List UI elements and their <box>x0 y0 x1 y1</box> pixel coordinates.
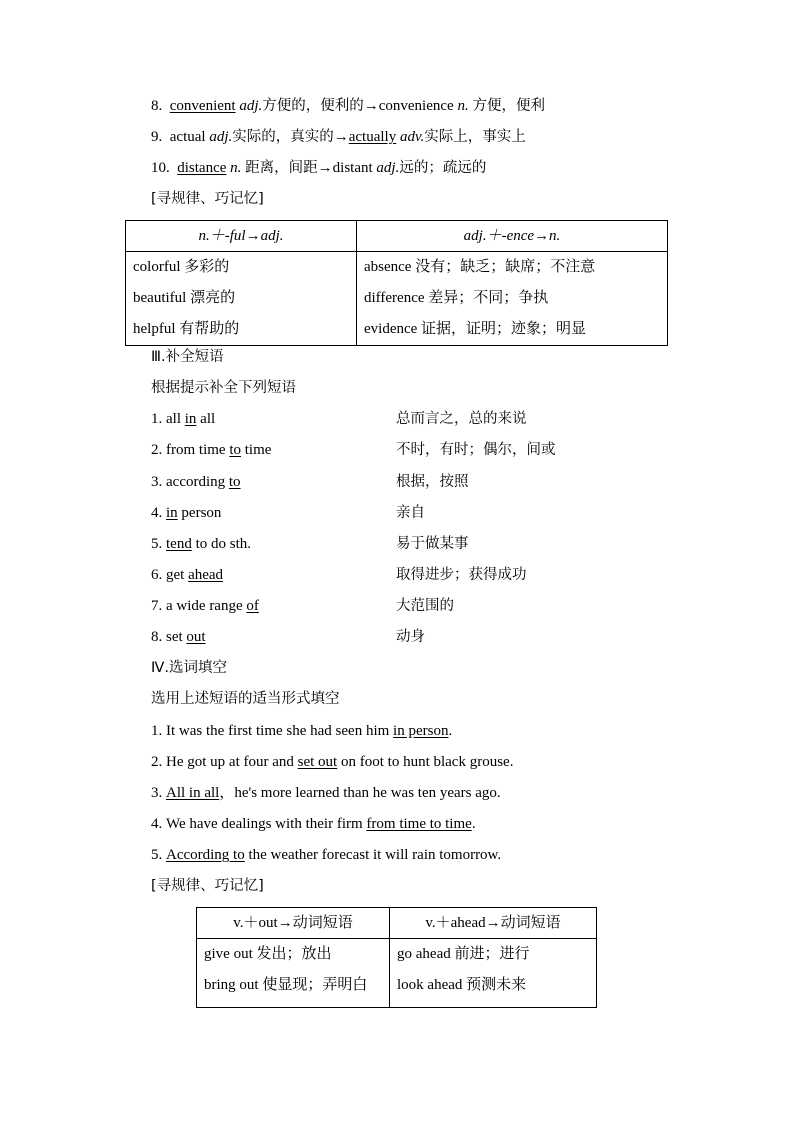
phrase-item: 3. according to 根据，按照 <box>151 474 469 490</box>
table-header: adj.＋-ence→n. <box>357 221 668 252</box>
vocab-item: 10. distance n. 距离，间距→distant adj.远的；疏远的 <box>151 160 487 176</box>
table-cell: absence 没有；缺乏；缺席；不注意 difference 差异；不同；争执 evidence 证据，证明；迹象；明显 <box>357 252 668 346</box>
table-cell: colorful 多彩的 beautiful 漂亮的 helpful 有帮助的 <box>126 252 357 346</box>
sentence-item: 4. We have dealings with their firm from time to time. <box>151 816 476 832</box>
rule-heading: [寻规律、巧记忆] <box>151 878 264 894</box>
phrase-item: 6. get ahead 取得进步；获得成功 <box>151 567 527 583</box>
vocab-word: distance <box>177 160 227 176</box>
rule-heading: [寻规律、巧记忆] <box>151 191 264 207</box>
section-instructions: 根据提示补全下列短语 <box>151 380 296 396</box>
table-header: n.＋-ful→adj. <box>126 221 357 252</box>
suffix-table <box>125 220 668 346</box>
phrase-item: 4. in person 亲自 <box>151 505 425 521</box>
table-header: v.＋out→动词短语 <box>197 908 390 939</box>
table-cell: give out 发出；放出 bring out 使显现；弄明白 <box>197 939 390 1008</box>
vocab-item: 8. convenient adj.方便的，便利的→convenience n. 方便，便利 <box>151 98 545 114</box>
table-header: v.＋ahead→动词短语 <box>390 908 597 939</box>
vocab-word: actual <box>169 129 206 145</box>
phrase-item: 8. set out 动身 <box>151 629 425 645</box>
section-instructions: 选用上述短语的适当形式填空 <box>151 691 340 707</box>
vocab-word: convenient <box>169 98 236 114</box>
phrase-item: 7. a wide range of 大范围的 <box>151 598 454 614</box>
table-cell: go ahead 前进；进行 look ahead 预测未来 <box>390 939 597 1008</box>
sentence-item: 2. He got up at four and set out on foot to hunt black grouse. <box>151 754 514 770</box>
phrase-item: 5. tend to do sth. 易于做某事 <box>151 536 469 552</box>
phrasal-verb-table <box>196 907 597 1008</box>
sentence-item: 3. All in all，he's more learned than he was ten years ago. <box>151 785 501 801</box>
vocab-item: 9. actual adj.实际的，真实的→actually adv.实际上，事实上 <box>151 129 526 145</box>
phrase-item: 2. from time to time 不时，有时；偶尔，间或 <box>151 442 556 458</box>
section-title: Ⅲ.补全短语 <box>151 349 224 365</box>
section-title: Ⅳ.选词填空 <box>151 660 227 676</box>
phrase-item: 1. all in all 总而言之，总的来说 <box>151 411 527 427</box>
sentence-item: 5. According to the weather forecast it will rain tomorrow. <box>151 847 502 863</box>
sentence-item: 1. It was the first time she had seen him in person. <box>151 723 453 739</box>
